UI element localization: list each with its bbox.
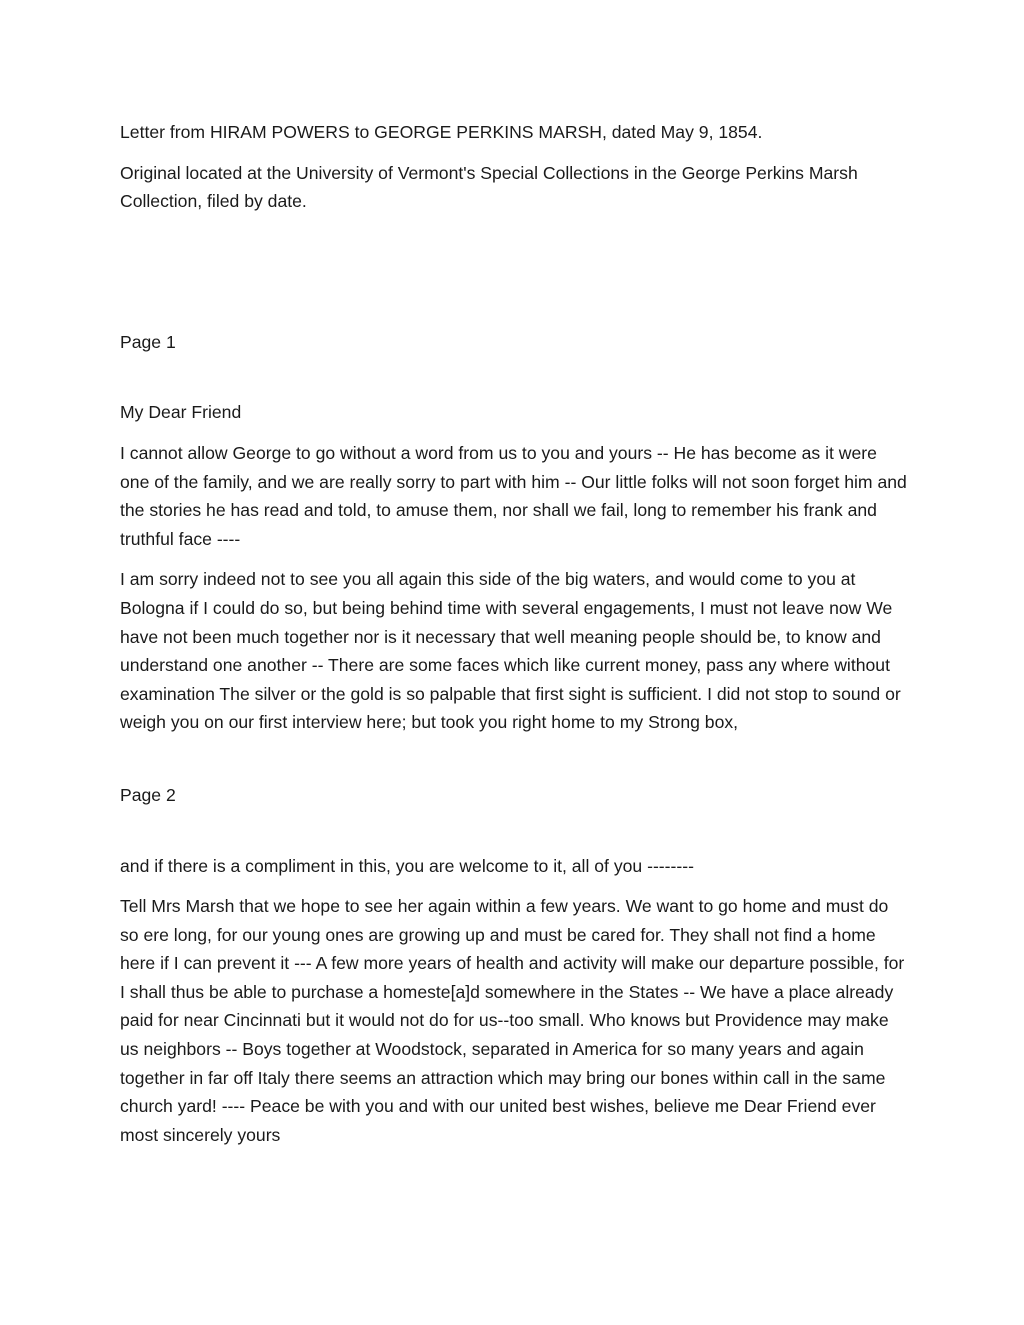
spacer [120,228,910,328]
spacer [120,749,910,781]
page-label-1: Page 1 [120,331,176,352]
source-note: Original located at the University of Vermont's Special Collections in the George Perkins Marsh Collection, filed by date. [120,162,858,212]
document-header-line: Letter from HIRAM POWERS to GEORGE PERKINS MARSH, dated May 9, 1854. [120,122,763,142]
spacer [120,822,910,852]
letter-paragraph: I cannot allow George to go without a word from us to you and yours -- He has become as it were one of the family, and we are really sorry to part with him -- Our little folks will not soon forget him and the stories he has read and told, to amuse them, nor shall we fail, long to remember his frank and truthful face ---- [120,442,907,549]
letter-paragraph: and if there is a compliment in this, you are welcome to it, all of you -------- [120,855,694,876]
letter-paragraph: Tell Mrs Marsh that we hope to see her again within a few years. We want to go home and must do so ere long, for our young ones are growing up and must be cared for. They shall not find a home here if I can prevent it --- A few more years of health and activity will make our departure possible, for I shall thus be able to purchase a homeste[a]d somewhere in the States -- We have a place already paid for near Cincinnati but it would not do for us--too small. Who knows but Providence may make us neighbors -- Boys together at Woodstock, separated in America for so many years and again together in far off Italy there seems an attraction which may bring our bones within call in the same church yard! ---- Peace be with you and with our united best wishes, believe me Dear Friend ever most sincerely yours [120,896,905,1145]
letter-paragraph: I am sorry indeed not to see you all again this side of the big waters, and would come to you at Bologna if I could do so, but being behind time with several engagements, I must not leave now We have not been much together nor is it necessary that well meaning people should be, to know and understand one another -- There are some faces which like current money, pass any where without examination The silver or the gold is so palpable that first sight is sufficient. I did not stop to sound or weigh you on our first interview here; but took you right home to my Strong box, [120,569,901,733]
document-page [120,118,910,1161]
page-label-2: Page 2 [120,784,176,805]
spacer [120,368,910,398]
salutation: My Dear Friend [120,402,242,423]
